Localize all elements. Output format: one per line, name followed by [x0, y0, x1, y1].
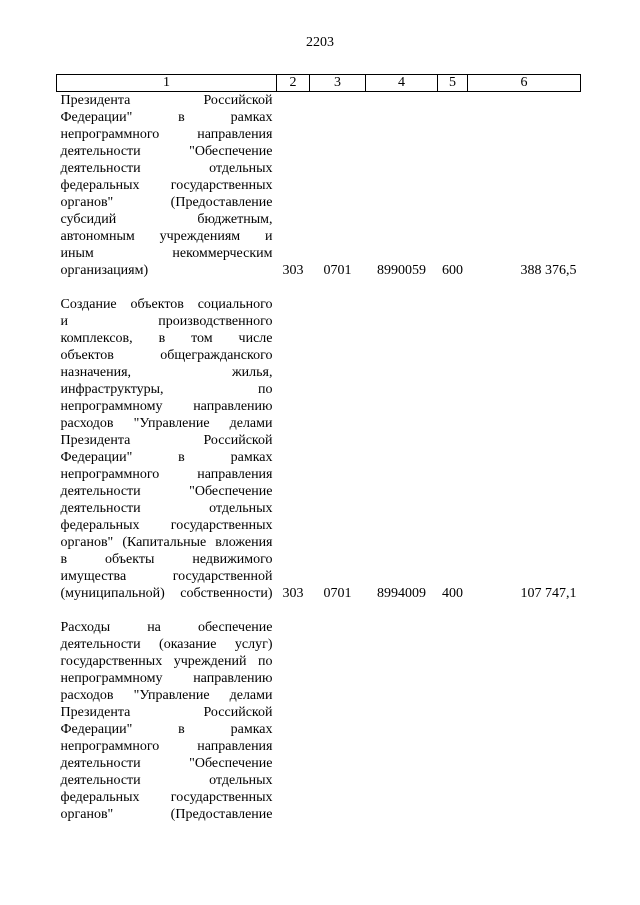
column-header-5: 5 — [438, 75, 468, 92]
column-header-6: 6 — [468, 75, 581, 92]
amount: 388 376,5 — [520, 263, 577, 278]
description-line: Федерации" в рамках — [60, 450, 273, 465]
description-line: деятельности отдельных — [60, 161, 273, 176]
description-line: (муниципальной) собственности) — [60, 586, 273, 601]
description-line: федеральных государственных — [60, 790, 273, 805]
description-line: назначения, жилья, — [60, 365, 273, 380]
page-number: 2203 — [306, 35, 334, 50]
row-description — [57, 92, 277, 280]
description-line: и производственного — [60, 314, 273, 329]
description-line: расходов "Управление делами — [60, 688, 273, 703]
description-line: Президента Российской — [60, 705, 273, 720]
ministry-code: 303 — [282, 586, 304, 601]
section-code: 0701 — [323, 586, 352, 601]
description-line: в объекты недвижимого — [60, 552, 273, 567]
description-line: непрограммному направлению — [60, 399, 273, 414]
column-header-4: 4 — [366, 75, 438, 92]
description-line: деятельности "Обеспечение — [60, 484, 273, 499]
column-header-3: 3 — [310, 75, 366, 92]
description-line: объектов общегражданского — [60, 348, 273, 363]
description-line: органов" (Предоставление — [60, 807, 273, 822]
description-line: Президента Российской — [60, 93, 273, 108]
description-line: деятельности "Обеспечение — [60, 756, 273, 771]
description-line: комплексов, в том числе — [60, 331, 273, 346]
description-line: непрограммного направления — [60, 739, 273, 754]
expense-kind-code: 400 — [442, 586, 463, 601]
description-line: имущества государственной — [60, 569, 273, 584]
ministry-code: 303 — [282, 263, 304, 278]
description-line: государственных учреждений по — [60, 654, 273, 669]
description-line: автономным учреждениям и — [60, 229, 273, 244]
expense-kind-code — [438, 619, 468, 823]
description-line: деятельности отдельных — [60, 773, 273, 788]
section-code: 0701 — [323, 263, 352, 278]
budget-table — [56, 74, 581, 823]
description-line: деятельности отдельных — [60, 501, 273, 516]
target-code — [366, 619, 438, 823]
description-line: органов" (Капитальные вложения — [60, 535, 273, 550]
description-line: Создание объектов социального — [60, 297, 273, 312]
description-line: деятельности (оказание услуг) — [60, 637, 273, 652]
amount — [468, 619, 581, 823]
row-description — [57, 296, 277, 602]
description-line: организациям) — [60, 263, 149, 278]
target-code: 8990059 — [377, 263, 426, 278]
description-line: расходов "Управление делами — [60, 416, 273, 431]
description-line: Федерации" в рамках — [60, 110, 273, 125]
description-line: непрограммного направления — [60, 127, 273, 142]
target-code: 8994009 — [377, 586, 426, 601]
description-line: федеральных государственных — [60, 518, 273, 533]
table-row — [57, 296, 581, 602]
column-header-2: 2 — [277, 75, 310, 92]
table-row — [57, 92, 581, 280]
description-line: Президента Российской — [60, 433, 273, 448]
description-line: инфраструктуры, по — [60, 382, 273, 397]
ministry-code — [277, 619, 310, 823]
description-line: органов" (Предоставление — [60, 195, 273, 210]
description-line: непрограммному направлению — [60, 671, 273, 686]
description-line: иным некоммерческим — [60, 246, 273, 261]
section-code — [310, 619, 366, 823]
column-header-row — [57, 75, 581, 92]
description-line: деятельности "Обеспечение — [60, 144, 273, 159]
expense-kind-code: 600 — [442, 263, 463, 278]
description-line: федеральных государственных — [60, 178, 273, 193]
description-line: непрограммного направления — [60, 467, 273, 482]
row-description — [57, 619, 277, 823]
column-header-1: 1 — [57, 75, 277, 92]
amount: 107 747,1 — [520, 586, 577, 601]
description-line: Расходы на обеспечение — [60, 620, 273, 635]
description-line: субсидий бюджетным, — [60, 212, 273, 227]
description-line: Федерации" в рамках — [60, 722, 273, 737]
table-row — [57, 619, 581, 823]
